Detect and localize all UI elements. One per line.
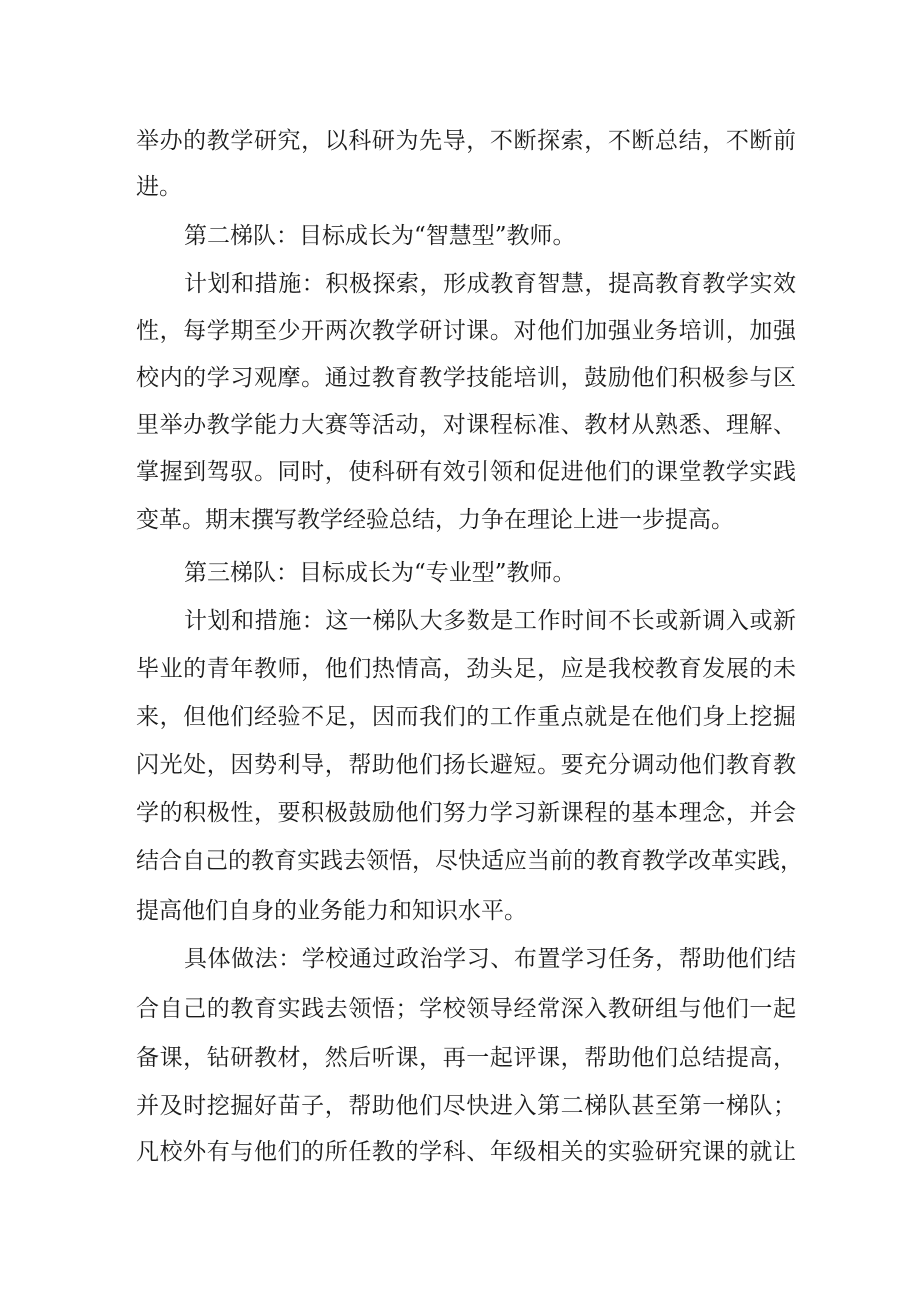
- text-line: 凡校外有与他们的所任教的学科、年级相关的实验研究课的就让: [136, 1139, 796, 1165]
- text-line: 闪光处，因势利导，帮助他们扬长避短。要充分调动他们教育教: [136, 752, 796, 778]
- section-heading: 第二梯队：目标成长为“智慧型”教师。: [184, 223, 576, 249]
- text-line: 掌握到驾驭。同时，使科研有效引领和促进他们的课堂教学实践: [136, 459, 796, 485]
- text-line: 计划和措施：积极探索，形成教育智慧，提高教育教学实效: [184, 271, 796, 297]
- text-line: 毕业的青年教师，他们热情高，劲头足，应是我校教育发展的未: [136, 656, 796, 682]
- text-line: 进。: [136, 174, 182, 200]
- text-line: 来，但他们经验不足，因而我们的工作重点就是在他们身上挖掘: [136, 704, 796, 730]
- text-line: 计划和措施：这一梯队大多数是工作时间不长或新调入或新: [184, 608, 796, 634]
- text-line: 合自己的教育实践去领悟；学校领导经常深入教研组与他们一起: [136, 996, 796, 1022]
- text-line: 里举办教学能力大赛等活动，对课程标准、教材从熟悉、理解、: [136, 412, 796, 438]
- text-line: 校内的学习观摩。通过教育教学技能培训，鼓励他们积极参与区: [136, 365, 796, 391]
- section-heading: 第三梯队：目标成长为“专业型”教师。: [184, 560, 576, 586]
- text-line: 变革。期末撰写教学经验总结，力争在理论上进一步提高。: [136, 507, 734, 533]
- text-line: 结合自己的教育实践去领悟，尽快适应当前的教育教学改革实践，: [136, 848, 803, 874]
- text-line: 并及时挖掘好苗子，帮助他们尽快进入第二梯队甚至第一梯队；: [136, 1093, 796, 1119]
- text-line: 具体做法：学校通过政治学习、布置学习任务，帮助他们结: [184, 946, 796, 972]
- text-line: 举办的教学研究，以科研为先导，不断探索，不断总结，不断前: [136, 128, 796, 154]
- text-line: 学的积极性，要积极鼓励他们努力学习新课程的基本理念，并会: [136, 800, 796, 826]
- text-line: 备课，钻研教材，然后听课，再一起评课，帮助他们总结提高，: [136, 1045, 796, 1071]
- text-line: 性，每学期至少开两次教学研讨课。对他们加强业务培训，加强: [136, 318, 796, 344]
- text-line: 提高他们自身的业务能力和知识水平。: [136, 898, 527, 924]
